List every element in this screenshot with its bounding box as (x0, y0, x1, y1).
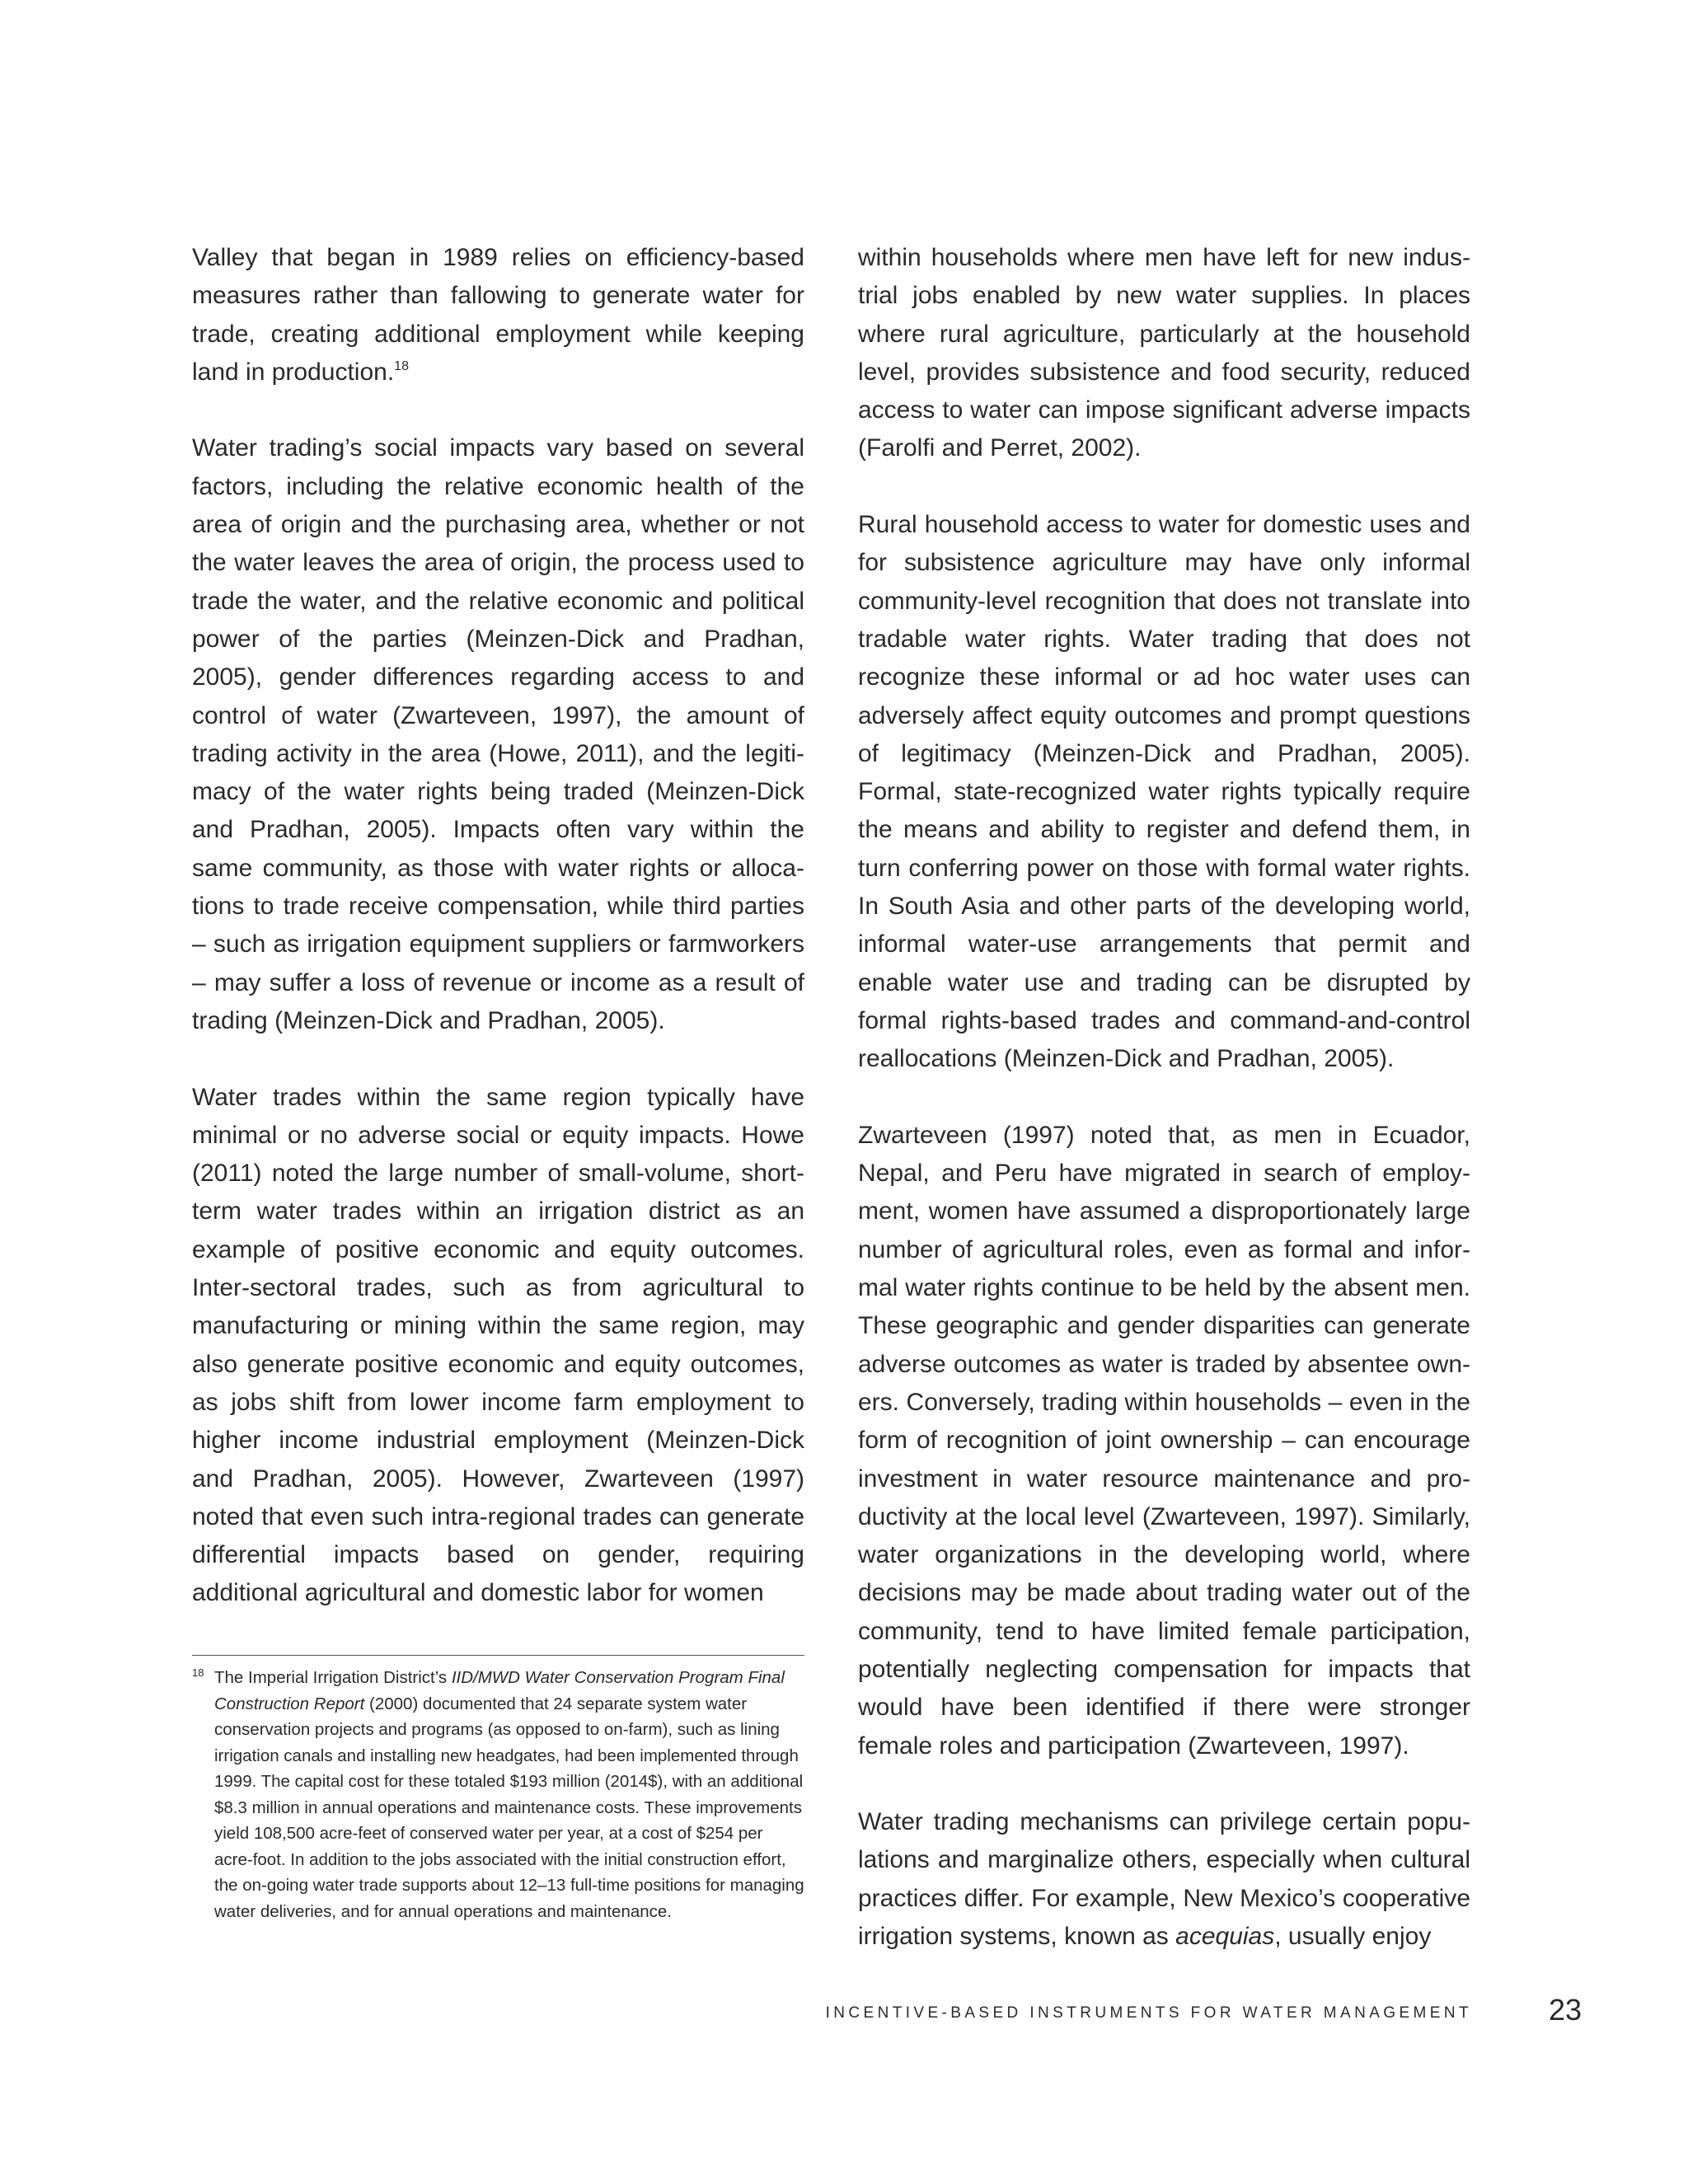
footnote-number: 18 (192, 1666, 204, 1679)
running-footer-title: INCENTIVE-BASED INSTRUMENTS FOR WATER MANAGEMENT (825, 2004, 1472, 2022)
italic-term: acequias (1175, 1923, 1275, 1951)
paragraph: Water trading’s social impacts vary based on several factors, including the relative economic health of the area of origin and the purchasing area, whether or not the water leaves the area of origin, the process used to trade the water, and the relative economic and political power of the parties (Meinzen-Dick and Pradhan, 2005), gender differences regarding access to and control of water (Zwarteveen, 1997), the amount of trading activity in the area (Howe, 2011), and the legitimacy of the water rights being traded (Meinzen-Dick and Pradhan, 2005). Impacts often vary within the same community, as those with water rights or allocations to trade receive compensation, while third parties – such as irrigation equipment suppliers or farmworkers – may suffer a loss of revenue or income as a result of trading (Meinzen-Dick and Pradhan, 2005). (192, 434, 804, 1034)
paragraph: Water trades within the same region typically have minimal or no adverse social or equity impacts. Howe (2011) noted the large number of small-volume, short-term water trades within an irrigation district as an example of positive economic and equity outcomes. Inter-sectoral trades, such as from agricultural to manufacturing or mining within the same region, may also generate positive economic and equity outcomes, as jobs shift from lower income farm employment to higher income industrial employment (Meinzen-Dick and Pradhan, 2005). However, Zwarteveen (1997) noted that even such intra-regional trades can generate differential impacts based on gender, requiring additional agricultural and domestic labor for women (192, 1083, 804, 1607)
paragraph: within households where men have left for new industrial jobs enabled by new water supplies. In places where rural agriculture, particularly at the household level, provides subsistence and food security, reduced access to water can impose significant adverse impacts (Farolfi and Perret, 2002). (858, 244, 1470, 462)
right-column (858, 239, 1470, 1956)
report-title: IID/MWD Water Conservation Program Final Construction Report (214, 1668, 785, 1713)
footnote-text-part: (2000) documented that 24 separate system water conservation projects and programs (as opposed to on-farm), such as lining irrigation canals and installing new headgates, had been implemented through 1999. The capital cost for these totaled $193 million (2014$), with an additional $8.3 million in annual operations and maintenance costs. These improvements yield 108,500 acre-feet of conserved water per year, at a cost of $254 per acre-foot. In addition to the jobs associated with the initial construction effort, the on-going water trade supports about 12–13 full-time positions for managing water deliveries, and for annual operations and maintenance. (214, 1694, 804, 1921)
paragraph-text: Valley that began in 1989 relies on efficiency-based measures rather than fallowing to generate water for trade, creating additional employment while keeping land in production. (192, 244, 804, 386)
footnote (192, 1665, 804, 1924)
left-column (192, 239, 804, 1613)
footnote-divider (192, 1655, 804, 1656)
paragraph (192, 239, 804, 391)
paragraph: Rural household access to water for domestic uses and for subsistence agriculture may have only informal community-level recognition that does not translate into tradable water rights. Water trading that does not recognize these informal or ad hoc water uses can adversely affect equity outcomes and prompt questions of legitimacy (Meinzen-Dick and Pradhan, 2005). Formal, state-recognized water rights typically require the means and ability to register and defend them, in turn conferring power on those with formal water rights. In South Asia and other parts of the developing world, informal water-use arrangements that permit and enable water use and trading can be disrupted by formal rights-based trades and command-and-control reallocations (Meinzen-Dick and Pradhan, 2005). (858, 511, 1470, 1073)
paragraph-text: , usually enjoy (1274, 1923, 1432, 1951)
page-number: 23 (1549, 1993, 1582, 2027)
paragraph (858, 1803, 1470, 1956)
paragraph-text: Water trading mechanisms can privilege certain populations and marginalize others, especially when cultural practices differ. For example, New Mexico’s cooperative irrigation systems, known as (858, 1808, 1470, 1951)
paragraph: Zwarteveen (1997) noted that, as men in Ecuador, Nepal, and Peru have migrated in search of employment, women have assumed a disproportionately large number of agricultural roles, even as formal and informal water rights continue to be held by the absent men. These geographic and gender disparities can generate adverse outcomes as water is traded by absentee owners. Conversely, trading within households – even in the form of recognition of joint ownership – can encourage investment in water resource maintenance and productivity at the local level (Zwarteveen, 1997). Similarly, water organizations in the developing world, where decisions may be made about trading water out of the community, tend to have limited female participation, potentially neglecting compensation for impacts that would have been identified if there were stronger female roles and participation (Zwarteveen, 1997). (858, 1121, 1470, 1760)
footnote-text (214, 1665, 804, 1924)
footnote-reference[interactable]: 18 (394, 359, 409, 373)
footnote-text-part: The Imperial Irrigation District’s (214, 1668, 452, 1687)
